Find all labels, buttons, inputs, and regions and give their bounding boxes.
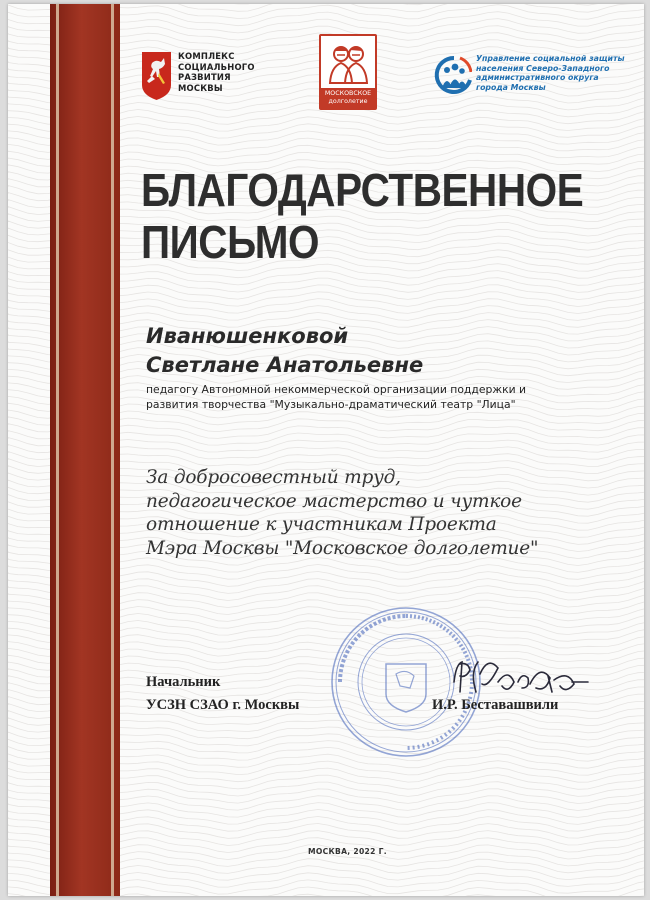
people-group-icon (434, 54, 472, 96)
position-line: педагогу Автономной некоммерческой организации поддержки и (146, 383, 527, 396)
moscow-coat-of-arms-icon (141, 51, 172, 101)
recipient-given-names: Светлане Анатольевне (146, 353, 424, 377)
recipient-surname: Иванюшенковой (146, 324, 349, 348)
signatory-organization: УСЗН СЗАО г. Москвы (146, 697, 300, 713)
logo-moscow-longevity (318, 34, 378, 110)
citation-line: Мэра Москвы "Московское долголетие" (146, 537, 539, 559)
citation-line: За добросовестный труд, (146, 467, 401, 488)
logo-social-development-complex (141, 51, 258, 101)
decorative-red-band (50, 4, 120, 896)
logo-uszn-szao (434, 54, 644, 96)
recipient-name (146, 322, 626, 380)
uszn-logo-text: Управление социальной защиты населения Северо-Западного административного округа города Москвы (476, 54, 625, 92)
place-and-date: МОСКВА, 2022 Г. (308, 847, 387, 856)
citation-text (146, 466, 626, 560)
title-line: ПИСЬМО (141, 216, 320, 268)
certificate-sheet (8, 4, 644, 896)
document-title (141, 164, 584, 268)
citation-line: педагогическое мастерство и чуткое (146, 490, 522, 512)
signatory-position: Начальник (146, 674, 221, 690)
handwritten-signature (448, 652, 598, 708)
title-line: БЛАГОДАРСТВЕННОЕ (141, 164, 584, 216)
elderly-couple-icon (325, 39, 371, 85)
md-logo-text: МОСКОВСКОЕ долголетие (321, 88, 375, 108)
signatory-title (146, 671, 396, 717)
citation-line: отношение к участникам Проекта (146, 514, 497, 535)
position-line: развития творчества "Музыкально-драматический театр "Лица" (146, 397, 516, 411)
signatory-name: И.Р. Беставашвили (432, 697, 559, 713)
recipient-position (146, 383, 626, 412)
ksr-logo-text: КОМПЛЕКС СОЦИАЛЬНОГО РАЗВИТИЯ МОСКВЫ (178, 51, 255, 93)
